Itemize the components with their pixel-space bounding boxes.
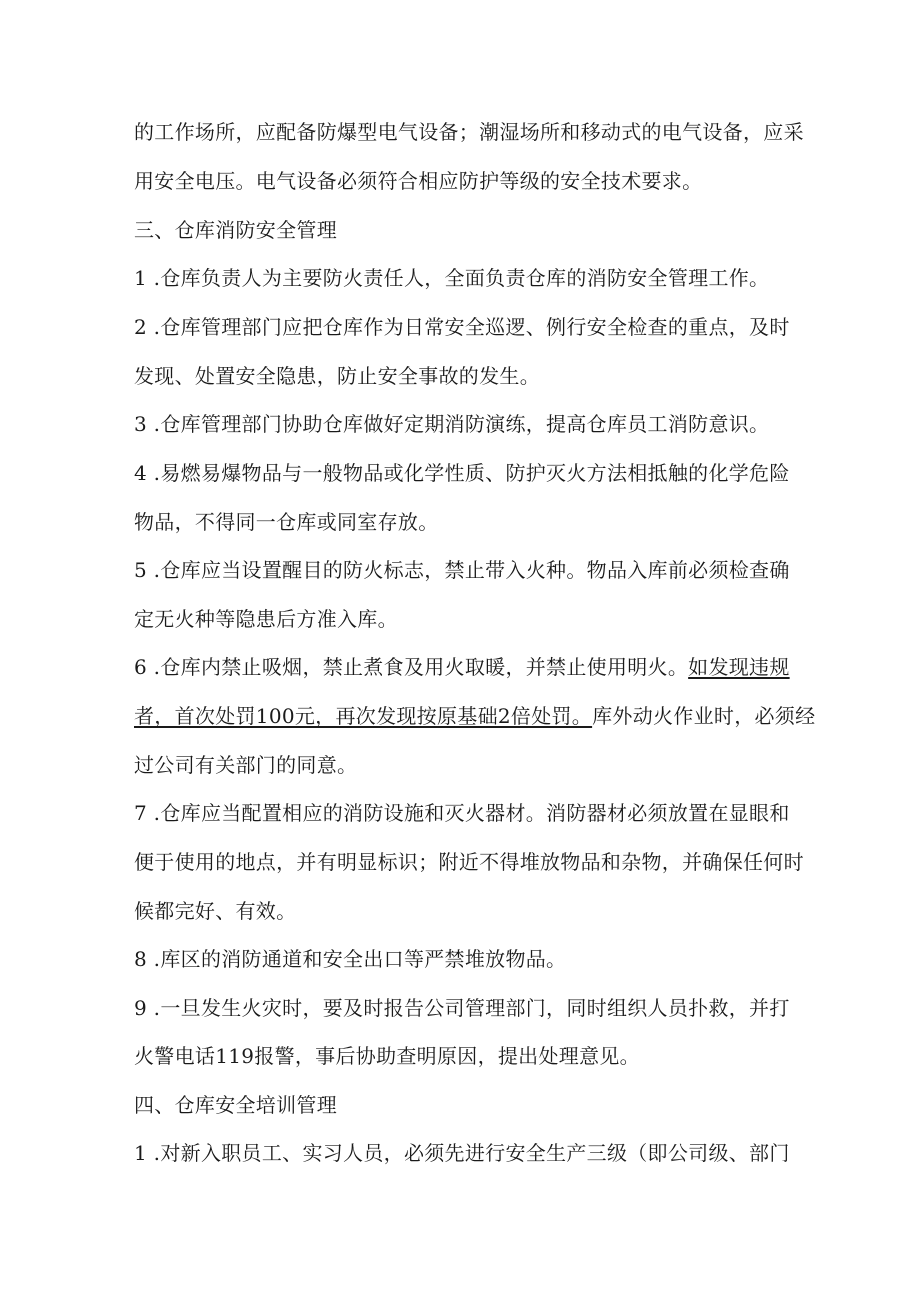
list-item: 5 .仓库应当设置醒目的防火标志，禁止带入火种。物品入库前必须检查确 — [134, 558, 790, 582]
paragraph-text: 库外动火作业时，必须经 — [592, 704, 816, 728]
list-item-text: 6 .仓库内禁止吸烟，禁止煮食及用火取暖，并禁止使用明火。 — [134, 655, 689, 679]
list-item: 4 .易燃易爆物品与一般物品或化学性质、防护灭火方法相抵触的化学危险 — [134, 461, 790, 485]
list-item — [134, 652, 790, 682]
paragraph-line: 定无火种等隐患后方准入库。 — [134, 607, 398, 631]
list-item: 9 .一旦发生火灾时，要及时报告公司管理部门，同时组织人员扑救，并打 — [134, 996, 790, 1020]
paragraph-line: 发现、处置安全隐患，防止安全事故的发生。 — [134, 364, 540, 388]
list-item: 8 .库区的消防通道和安全出口等严禁堆放物品。 — [134, 947, 567, 971]
paragraph-line: 的工作场所，应配备防爆型电气设备；潮湿场所和移动式的电气设备，应采 — [134, 120, 804, 144]
list-item: 7 .仓库应当配置相应的消防设施和灭火器材。消防器材必须放置在显眼和 — [134, 801, 790, 825]
paragraph-line: 物品，不得同一仓库或同室存放。 — [134, 510, 439, 534]
list-item: 1 .仓库负责人为主要防火责任人，全面负责仓库的消防安全管理工作。 — [134, 266, 770, 290]
paragraph-line: 火警电话119报警，事后协助查明原因，提出处理意见。 — [134, 1044, 640, 1068]
underlined-text: 如发现违规 — [688, 655, 790, 679]
list-item: 2 .仓库管理部门应把仓库作为日常安全巡逻、例行安全检查的重点，及时 — [134, 315, 790, 339]
section-heading: 三、仓库消防安全管理 — [134, 218, 337, 242]
paragraph-line: 候都完好、有效。 — [134, 899, 297, 923]
paragraph-line — [134, 701, 815, 731]
list-item: 3 .仓库管理部门协助仓库做好定期消防演练，提高仓库员工消防意识。 — [134, 412, 770, 436]
underlined-text: 者，首次处罚100元，再次发现按原基础2倍处罚。 — [134, 704, 593, 728]
paragraph-line: 便于使用的地点，并有明显标识；附近不得堆放物品和杂物，并确保任何时 — [134, 850, 804, 874]
list-item: 1 .对新入职员工、实习人员，必须先进行安全生产三级（即公司级、部门 — [134, 1141, 790, 1165]
paragraph-line: 过公司有关部门的同意。 — [134, 753, 358, 777]
paragraph-line: 用安全电压。电气设备必须符合相应防护等级的安全技术要求。 — [134, 169, 703, 193]
section-heading: 四、仓库安全培训管理 — [134, 1093, 337, 1117]
